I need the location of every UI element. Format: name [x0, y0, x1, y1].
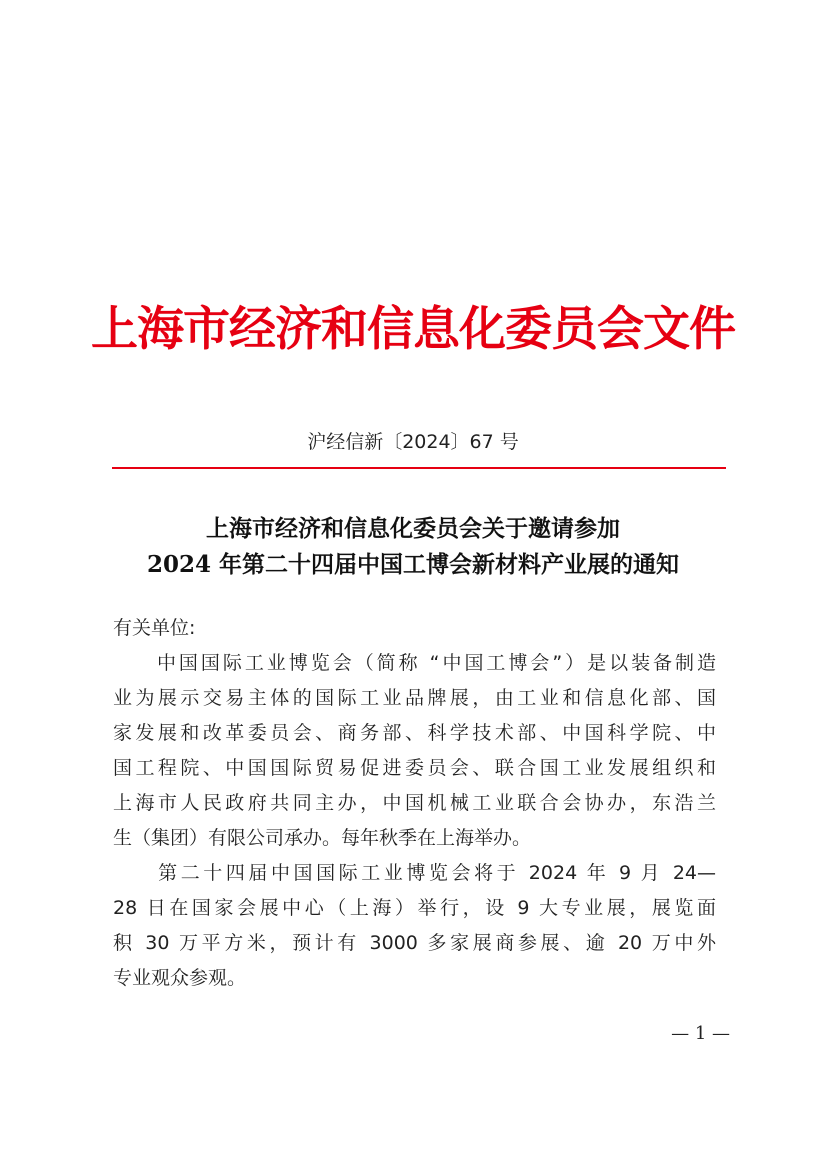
paragraph-1-line: 家发展和改革委员会、商务部、科学技术部、中国科学院、中 [113, 722, 716, 744]
paragraph-1-line: 中国国际工业博览会（简称 “中国工博会”）是以装备制造 [113, 652, 716, 674]
paragraph-2-line: 28 日在国家会展中心（上海）举行，设 9 大专业展，展览面 [113, 897, 716, 919]
paragraph-2-line: 第二十四届中国国际工业博览会将于 2024 年 9 月 24— [113, 862, 716, 884]
org-header-title: 上海市经济和信息化委员会文件 [91, 302, 735, 357]
document-number: 沪经信新〔2024〕67 号 [307, 431, 519, 453]
red-divider-line [112, 467, 726, 469]
notice-title-line-2: 2024 年第二十四届中国工博会新材料产业展的通知 [146, 551, 680, 578]
paragraph-2-line: 专业观众参观。 [113, 967, 247, 989]
paragraph-1-line: 业为展示交易主体的国际工业品牌展，由工业和信息化部、国 [113, 687, 716, 709]
salutation: 有关单位: [113, 617, 196, 639]
notice-title-line-1: 上海市经济和信息化委员会关于邀请参加 [206, 515, 620, 542]
paragraph-1-line: 国工程院、中国国际贸易促进委员会、联合国工业发展组织和 [113, 757, 716, 779]
page-number: — 1 — [671, 1023, 730, 1044]
paragraph-1-line: 上海市人民政府共同主办，中国机械工业联合会协办，东浩兰 [113, 792, 716, 814]
paragraph-1-line: 生（集团）有限公司承办。每年秋季在上海举办。 [113, 827, 532, 849]
paragraph-2-line: 积 30 万平方米，预计有 3000 多家展商参展、逾 20 万中外 [113, 932, 716, 954]
